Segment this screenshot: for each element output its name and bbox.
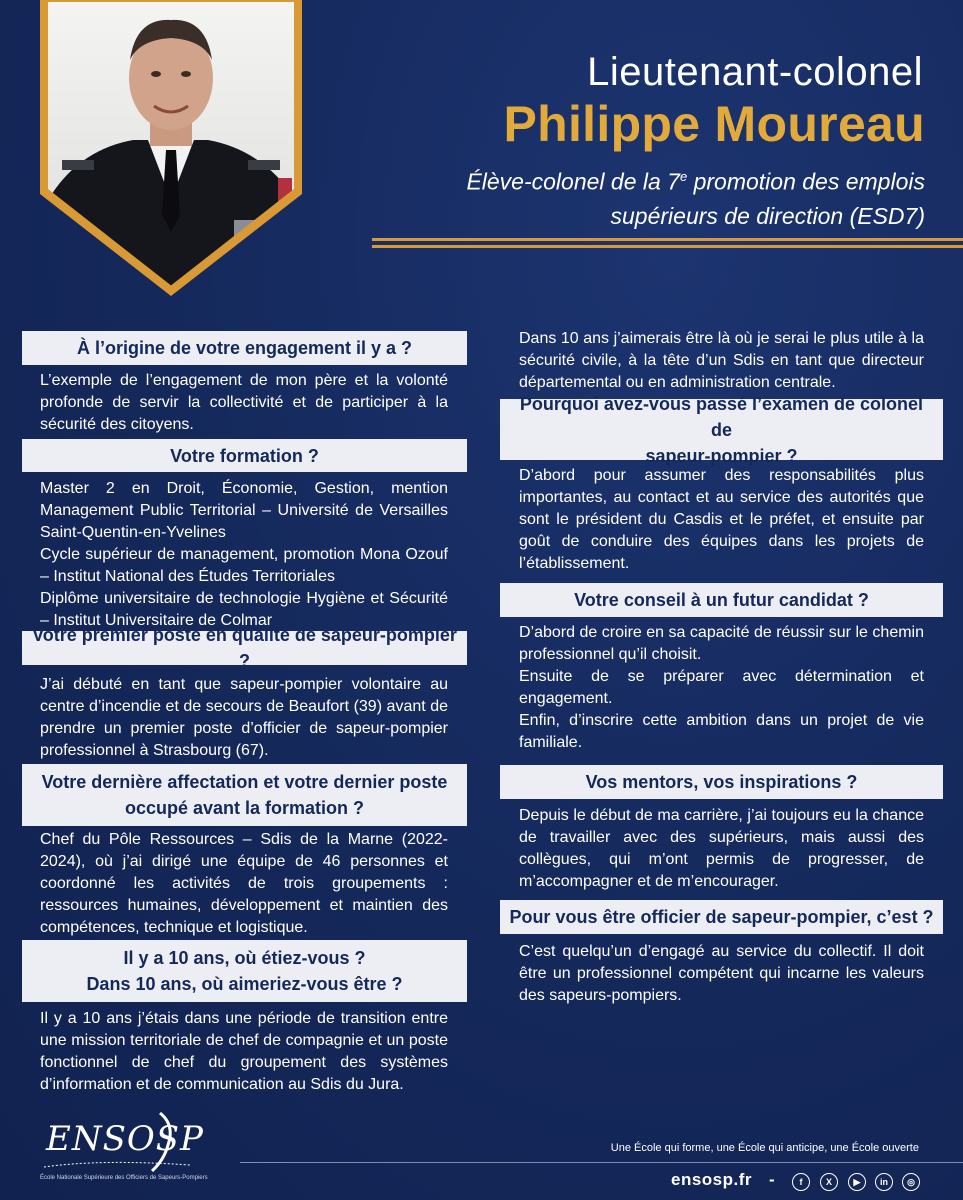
answer-text: Chef du Pôle Ressources – Sdis de la Marne (2022-2024), où j’ai dirigé une équipe de 46 personnes et coordonné les activités de trois groupements : ressources humaines, développement et maintien des compétences, technique et logistique. bbox=[40, 831, 448, 936]
question-box: Pour vous être officier de sapeur-pompier, c’est ? bbox=[500, 900, 943, 934]
logo-wordmark: ENSOSP bbox=[46, 1119, 204, 1159]
x-icon[interactable]: X bbox=[820, 1173, 838, 1191]
youtube-icon[interactable]: ▶ bbox=[848, 1173, 866, 1191]
answer-text: D’abord de croire en sa capacité de réussir sur le chemin professionnel qu’il choisit. Ensuite de se préparer avec détermination et engagement. Enfin, d’inscrire cette ambition dans un projet de vie familiale. bbox=[519, 624, 924, 751]
portrait-photo bbox=[38, 0, 304, 296]
header-rule-top bbox=[372, 238, 963, 241]
instagram-icon[interactable]: ◎ bbox=[902, 1173, 920, 1191]
footer-divider bbox=[240, 1162, 963, 1163]
tagline: Une École qui forme, une École qui anticipe, une École ouverte bbox=[610, 1142, 919, 1154]
ensosp-logo bbox=[40, 1105, 210, 1195]
question-box: Il y a 10 ans, où étiez-vous ? Dans 10 ans, où aimeriez-vous être ? bbox=[22, 940, 467, 1002]
answer-text: L’exemple de l’engagement de mon père et la volonté profonde de servir la collectivité et de participer à la sécurité des citoyens. bbox=[40, 372, 448, 433]
answer-text: J’ai débuté en tant que sapeur-pompier volontaire au centre d’incendie et de secours de Beaufort (39) avant de prendre un premier poste d’officier de sapeur-pompier professionnel à Strasbourg (67). bbox=[40, 676, 448, 759]
answer-text: Il y a 10 ans j’étais dans une période de transition entre une mission territoriale de chef de compagnie et un poste fonctionnel de chef du groupement des systèmes d’information et de communication au Sdis du Jura. bbox=[40, 1010, 448, 1093]
header-rule-bottom bbox=[372, 245, 963, 248]
question-box: Votre premier poste en qualité de sapeur-pompier ? bbox=[22, 631, 467, 665]
website-link[interactable]: ensosp.fr bbox=[671, 1170, 753, 1189]
linkedin-icon[interactable]: in bbox=[875, 1173, 893, 1191]
answer-text: D’abord pour assumer des responsabilités plus importantes, au contact et au service des autorités que sont le président du Casdis et le préfet, et ensuite par goût de conduire des équipes dans les projets de l’établissement. bbox=[519, 467, 924, 572]
rank-title: Lieutenant-colonel bbox=[587, 50, 923, 94]
answer-text: Depuis le début de ma carrière, j’ai toujours eu la chance de travailler avec des supérieurs, mais aussi des collègues, qui m’ont permis de progresser, de m’accompagner et de m’encourager. bbox=[519, 807, 924, 890]
answer-text: Master 2 en Droit, Économie, Gestion, mention Management Public Territorial – Université de Versailles Saint-Quentin-en-Yvelines Cycle supérieur de management, promotion Mona Ozouf – Institut National des Études Territoriales Diplôme universitaire de technologie Hygiène et Sécurité – Institut Universitaire de Colmar bbox=[40, 480, 448, 629]
question-box: À l’origine de votre engagement il y a ? bbox=[22, 331, 467, 365]
footer-separator: - bbox=[769, 1170, 775, 1189]
logo-caption: École Nationale Supérieure des Officiers de Sapeurs-Pompiers bbox=[40, 1175, 208, 1181]
facebook-icon[interactable]: f bbox=[792, 1173, 810, 1191]
answer-text: Dans 10 ans j’aimerais être là où je serai le plus utile à la sécurité civile, à la tête d’un Sdis en tant que directeur départemental ou en administration centrale. bbox=[519, 330, 924, 391]
answer-text: C’est quelqu’un d’engagé au service du collectif. Il doit être un professionnel compétent qui incarne les valeurs des sapeurs-pompiers. bbox=[519, 943, 924, 1004]
question-box: Votre dernière affectation et votre dernier poste occupé avant la formation ? bbox=[22, 764, 467, 826]
question-box: Pourquoi avez-vous passé l’examen de colonel de sapeur-pompier ? bbox=[500, 399, 943, 460]
person-name: Philippe Moureau bbox=[503, 96, 925, 152]
question-box: Vos mentors, vos inspirations ? bbox=[500, 765, 943, 799]
flame-icon bbox=[40, 1105, 210, 1195]
question-box: Votre formation ? bbox=[22, 439, 467, 472]
question-box: Votre conseil à un futur candidat ? bbox=[500, 583, 943, 617]
subtitle: Élève-colonel de la 7e promotion des emplois supérieurs de direction (ESD7) bbox=[466, 168, 925, 229]
